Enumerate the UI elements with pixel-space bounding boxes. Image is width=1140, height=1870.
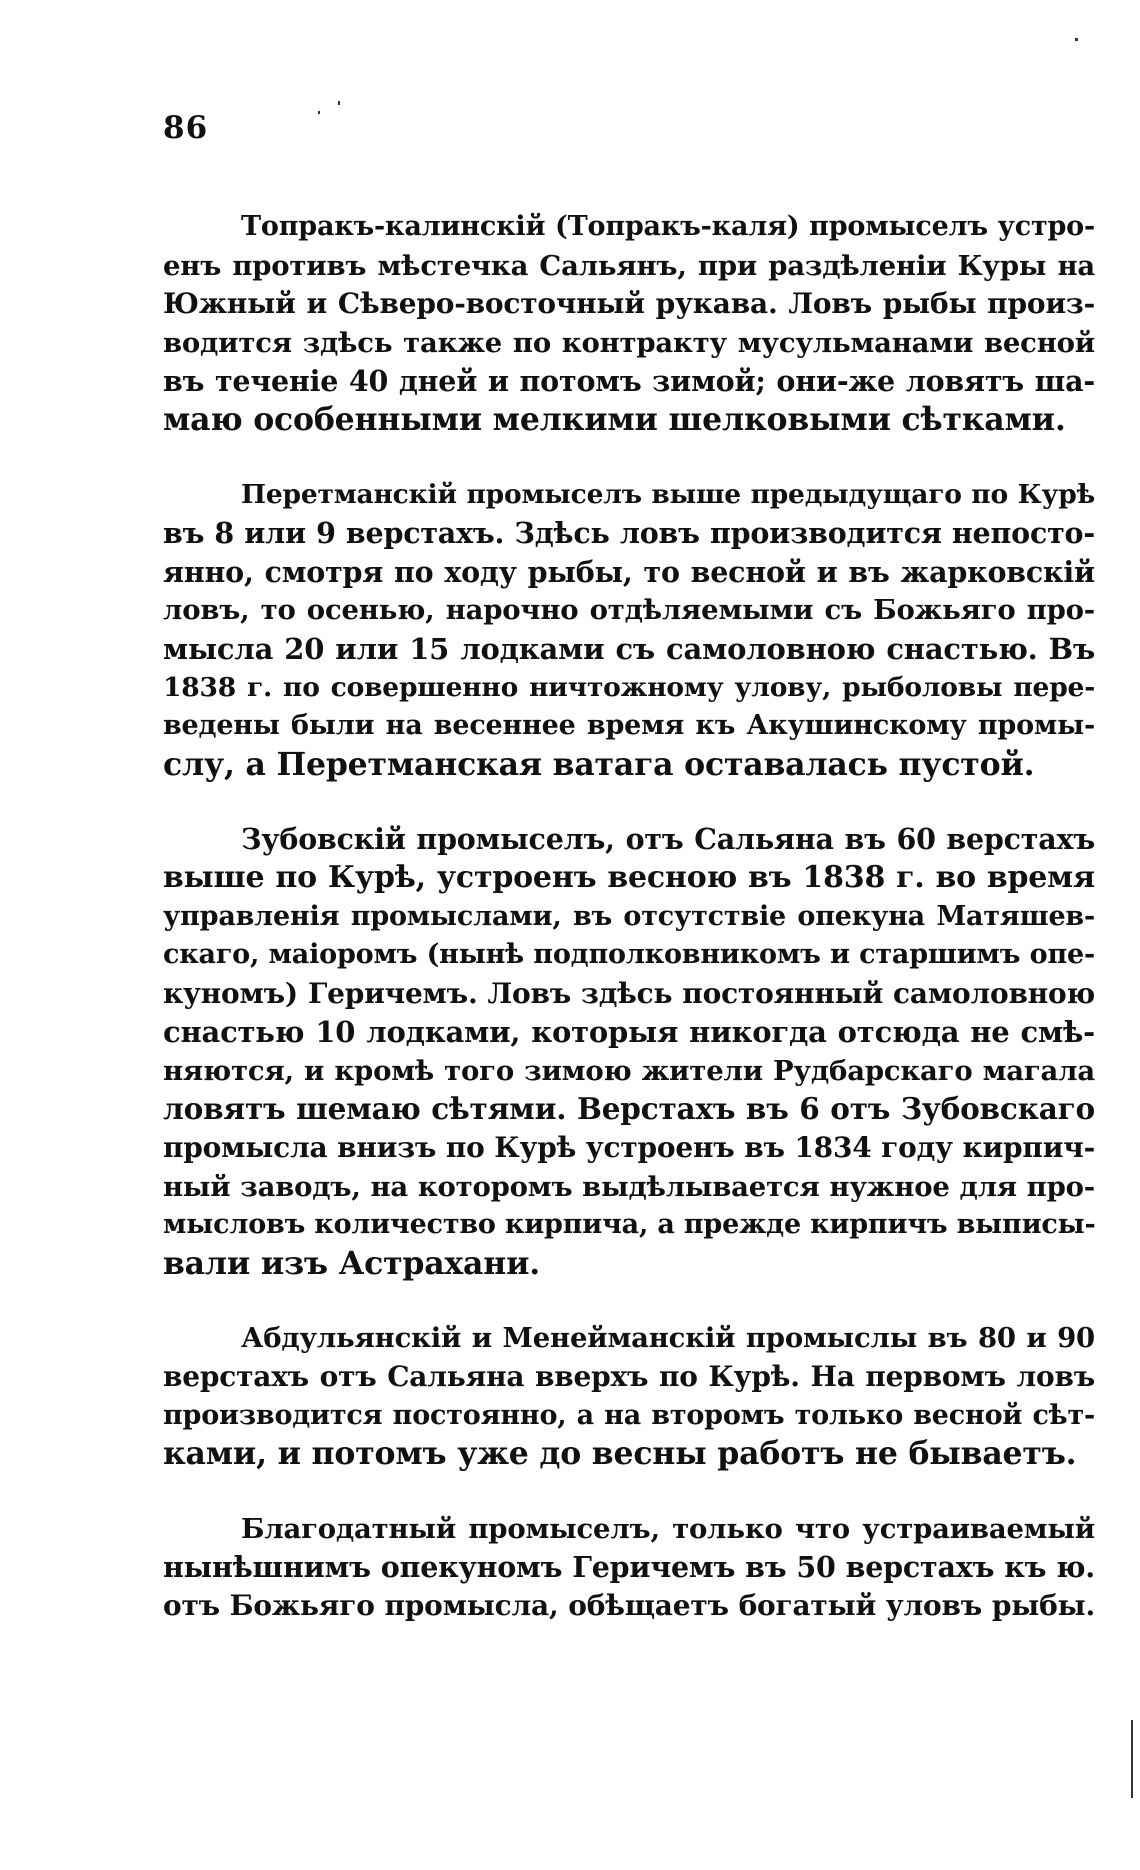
text-line: вали изъ Астрахани. xyxy=(163,1244,540,1282)
text-line: ный заводъ, на которомъ выдѣлывается нужное для про- xyxy=(163,1170,1095,1203)
text-line: ловятъ шемаю сѣтями. Верстахъ въ 6 отъ Зубовскаго xyxy=(163,1091,1095,1127)
text-line: управленія промыслами, въ отсутствіе опекуна Матяшев- xyxy=(163,900,1095,932)
text-line: ловъ, то осенью, нарочно отдѣляемыми съ Божьяго про- xyxy=(163,594,1095,627)
text-line: енъ противъ мѣстечка Сальянъ, при раздѣленіи Куры на xyxy=(163,249,1095,282)
text-line: въ теченіе 40 дней и потомъ зимой; они-же ловятъ ша- xyxy=(163,364,1095,399)
paragraph xyxy=(163,476,1095,785)
text-line: скаго, маіоромъ (нынѣ подполковникомъ и старшимъ опе- xyxy=(163,939,1095,971)
text-line: Перетманскій промыселъ выше предыдущаго по Курѣ xyxy=(241,478,1095,510)
text-line: въ 8 или 9 верстахъ. Здѣсь ловъ производится непосто- xyxy=(163,516,1095,551)
scan-speck xyxy=(318,111,320,114)
text-line: мысловъ количество кирпича, а прежде кирпичъ выписы- xyxy=(163,1209,1096,1241)
text-line: Топракъ-калинскій (Топракъ-каля) промыселъ устро- xyxy=(241,211,1095,242)
body-text xyxy=(163,208,1095,1626)
text-line: Благодатный промыселъ, только что устраиваемый xyxy=(241,1512,1095,1545)
paragraph xyxy=(163,208,1095,440)
text-line: слу, а Перетманская ватага оставалась пустой. xyxy=(163,745,1035,783)
text-line: водится здѣсь также по контракту мусульманами весной xyxy=(163,326,1095,359)
text-line: ками, и потомъ уже до весны работъ не бываетъ. xyxy=(163,1435,1077,1473)
text-line: Южный и Сѣверо-восточный рукава. Ловъ рыбы произ- xyxy=(163,287,1095,321)
paragraph xyxy=(163,820,1095,1283)
text-line: отъ Божьяго промысла, обѣщаетъ богатый уловъ рыбы. xyxy=(163,1589,1095,1622)
paragraph xyxy=(163,1510,1095,1626)
text-line: верстахъ отъ Сальяна вверхъ по Курѣ. На первомъ ловъ xyxy=(163,1360,1095,1394)
text-line: производится постоянно, а на второмъ только весной сѣт- xyxy=(163,1399,1095,1431)
text-line: Зубовскій промыселъ, отъ Сальяна въ 60 верстахъ xyxy=(241,822,1095,857)
text-line: нынѣшнимъ опекуномъ Геричемъ въ 50 верстахъ къ ю. xyxy=(163,1550,1095,1585)
text-line: куномъ) Геричемъ. Ловъ здѣсь постоянный самоловною xyxy=(163,976,1095,1010)
text-line: мысла 20 или 15 лодками съ самоловною снастью. Въ xyxy=(163,631,1095,666)
scan-speck xyxy=(1131,1720,1133,1798)
text-line: ведены были на весеннее время къ Акушинскому промы- xyxy=(163,710,1095,742)
text-line: выше по Курѣ, устроенъ весною въ 1838 г. во время xyxy=(163,859,1095,895)
text-line: промысла внизъ по Курѣ устроенъ въ 1834 году кирпич- xyxy=(163,1131,1095,1165)
text-line: няются, и кромѣ того зимою жители Рудбарскаго магала xyxy=(163,1054,1095,1087)
text-line: маю особенными мелкими шелковыми сѣтками. xyxy=(163,400,1066,438)
scan-speck xyxy=(338,101,340,105)
text-line: янно, смотря по ходу рыбы, то весной и въ жарковскій xyxy=(163,554,1095,589)
text-line: снастью 10 лодками, которыя никогда отсюда не смѣ- xyxy=(163,1015,1095,1050)
page-number: 86 xyxy=(163,110,209,146)
text-line: Абдульянскій и Менейманскій промыслы въ 80 и 90 xyxy=(241,1322,1095,1355)
paragraph xyxy=(163,1319,1095,1473)
scan-speck xyxy=(1075,38,1078,41)
text-line: 1838 г. по совершенно ничтожному улову, рыболовы пере- xyxy=(163,671,1095,703)
